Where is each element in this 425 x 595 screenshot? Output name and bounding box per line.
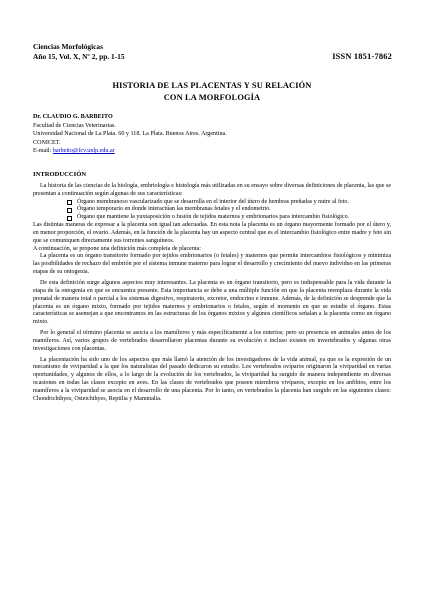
paragraph: La placentación ha sido uno de los aspectos que más llamó la atención de los investigadores de la vida animal, ya que es la expresión de un mecanismo de viviparidad a la que los naturalistas del pasado dedicaron su estudio. Los vertebrados ovíparos originaron la viviparidad en varias oportunidades, y algunos de ellos, a lo largo de la evolución de los vertebrados, la viviparidad ha surgido de manera independiente en diversas ocasiones en todas las clases excepto en aves. En las clases de vertebrados que poseen miembros vivíparos, excepto en los anfibios, entre los mamíferos a la viviparidad se asocia en el desarrollo de una placenta. Por lo tanto, en vertebrados la placenta han surgido en las siguientes clases: Chondrichthyes, Osteichthyes, Reptilia y Mammalia.: [33, 356, 391, 402]
definition-list: [33, 199, 391, 223]
list-item: Órgano temporario en donde interactúan las membranas fetales y el endometrio.: [67, 206, 391, 214]
title-line-1: HISTORIA DE LAS PLACENTAS Y SU RELACIÓN: [112, 81, 312, 90]
checkbox-bullet-icon: [67, 208, 72, 213]
author-name: Dr. CLAUDIO G. BARBEITO: [33, 114, 113, 120]
affiliation-conicet: CONICET.: [33, 139, 61, 146]
affiliation-faculty: Facultad de Ciencias Veterinarias.: [33, 122, 116, 129]
affiliation-university: Universidad Nacional de La Plata. 60 y 118. La Plata. Buenos Aires. Argentina.: [33, 131, 227, 138]
paragraph: A continuación, se propone una definición más completa de placenta:: [33, 245, 201, 252]
paragraph: Las distintas maneras de expresar a la placenta son igual tan adecuadas. En esta nota la placenta es un órgano mayormente formado por el útero y, en menor proporción, el ovario. Además, en la función de la placenta hay un aspecto central que es el intercambio fisiológico entre madre y feto sin que se comuniquen directamente sus torrentes sanguíneos.: [33, 222, 391, 244]
journal-info: [33, 42, 125, 62]
title-line-2: CON LA MORFOLOGÍA: [163, 93, 261, 102]
list-item: Órgano que mantiene la yuxtaposición o fusión de tejidos maternos y embrionarios para intercambio fisiológico.: [67, 214, 391, 222]
list-item: Órgano membranoso vascularizado que se desarrolla en el interior del útero de hembras preñadas y nutre al feto.: [67, 199, 391, 207]
paragraph: La placenta es un órgano transitorio formado por tejidos embrionarios (o fetales) y maternos que permite intercambios fisiológicos y minimiza las posibilidades de rechazo del embrión por el sistema inmune materno para lograr el desarrollo y crecimiento del nuevo individuo en las primeras etapas de su ontogenia.: [33, 253, 391, 276]
author-block: [33, 113, 391, 156]
paragraph: De esta definición surge algunos aspectos muy interesantes. La placenta es un órgano transitorio, pero es indispensable para la vida durante la etapa de la ontogenia en que se encuentra presente. Esta importancia se debe a una múltiple función en que la placenta reemplaza durante la vida prenatal de manera total o parcial a los sistemas digestivo, respiratorio, excretor, endocrino e inmune. Además, de la definición se desprende que la placenta es un órgano mixto, formado por tejidos maternos y embrionarios o fetales, según el momento en que se estudie el órgano. Estas características se asemejan a que encontramos en las estructuras de los órganos mixtos y algunos científicos señalan a la placenta como un órgano mixto.: [33, 279, 391, 326]
journal-name: Ciencias Morfológicas: [33, 42, 103, 51]
email-link[interactable]: barbeito@fcv.unlp.edu.ar: [52, 148, 115, 155]
article-body: [33, 171, 391, 404]
paper-title: [33, 80, 391, 104]
email-line: [33, 147, 391, 156]
section-heading: INTRODUCCIÓN: [33, 171, 87, 178]
issn: ISSN 1851-7862: [332, 52, 392, 61]
paragraph: La historia de las ciencias de la biología, embriología e histología más utilizadas en su ensayo sobre diversas definiciones de placenta, las que se presentan a continuación según algunas de sus características:: [33, 182, 391, 197]
checkbox-bullet-icon: [67, 200, 72, 205]
checkbox-bullet-icon: [67, 216, 72, 221]
paragraph: Por lo general el término placenta se asocia a los mamíferos y más específicamente a los euterios; pero su presencia en animales antes de los mamíferos. Así, varios grupos de vertebrados desarrollaron placentas durante su evolución e incluso existen en invertebrados y algunas otras investigaciones con placentas.: [33, 330, 391, 352]
journal-issue: Año 15, Vol. X, Nº 2, pp. 1-15: [33, 52, 125, 61]
email-label: E-mail:: [33, 148, 53, 155]
